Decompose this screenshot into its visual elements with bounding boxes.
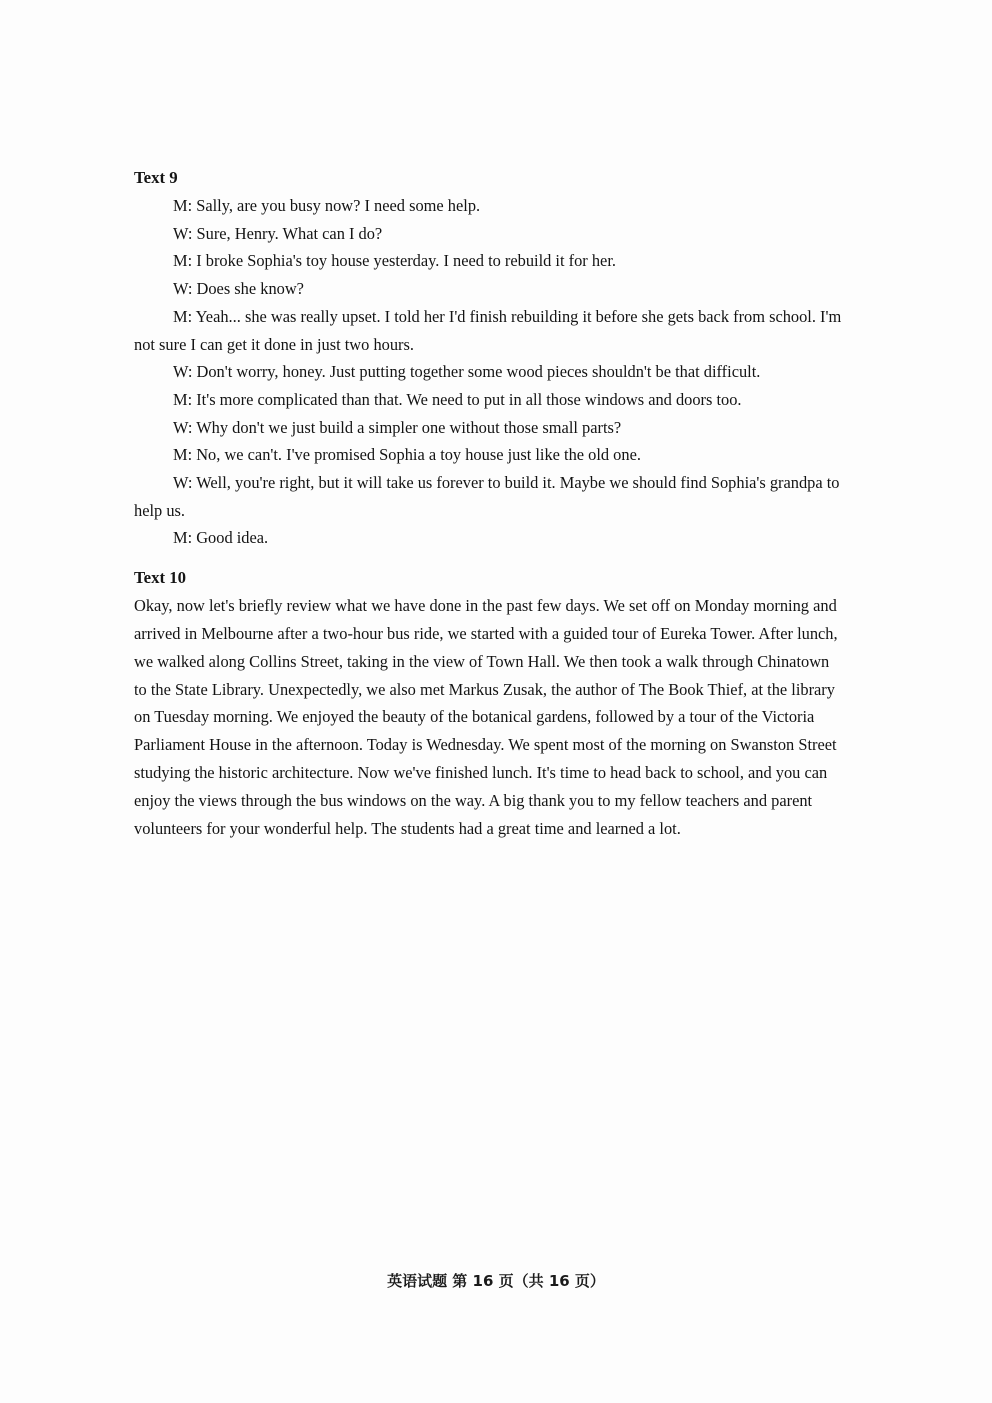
dialogue-line: W: Sure, Henry. What can I do?: [173, 223, 383, 243]
dialogue-line: W: Don't worry, honey. Just putting together some wood pieces shouldn't be that difficult.: [173, 362, 761, 382]
dialogue-line: W: Does she know?: [173, 279, 304, 299]
page-footer: 英语试题 第 16 页（共 16 页）: [387, 1272, 605, 1290]
section-spacer: [134, 552, 846, 564]
dialogue-line: M: Good idea.: [173, 528, 269, 548]
dialogue-line: M: I broke Sophia's toy house yesterday. I need to rebuild it for her.: [173, 251, 616, 271]
dialogue-line: M: Yeah... she was really upset. I told her I'd finish rebuilding it before she gets back from school. I'm not sure I can get it done in just two hours.: [134, 306, 842, 354]
text-10-heading: Text 10: [134, 568, 187, 588]
page-content: [134, 164, 846, 842]
dialogue-line: M: Sally, are you busy now? I need some help.: [173, 196, 481, 215]
monologue-paragraph: Okay, now let's briefly review what we have done in the past few days. We set off on Monday morning and arrived in Melbourne after a two-hour bus ride, we started with a guided tour of Eureka Tower. After lunch, we walked along Collins Street, taking in the view of Town Hall. We then took a walk through Chinatown to the State Library. Unexpectedly, we also met Markus Zusak, the author of The Book Thief, at the library on Tuesday morning. We enjoyed the beauty of the botanical gardens, followed by a tour of the Victoria Parliament House in the afternoon. Today is Wednesday. We spent most of the morning on Swanston Street studying the historic architecture. Now we've finished lunch. It's time to head back to school, and you can enjoy the views through the bus windows on the way. A big thank you to my fellow teachers and parent volunteers for your wonderful help. The students had a great time and learned a lot.: [134, 596, 838, 838]
dialogue-line: M: It's more complicated than that. We need to put in all those windows and doors too.: [173, 389, 742, 409]
text-9-heading: Text 9: [134, 168, 178, 187]
dialogue-line: M: No, we can't. I've promised Sophia a toy house just like the old one.: [173, 445, 641, 465]
dialogue-line: W: Well, you're right, but it will take us forever to build it. Maybe we should find Sophia's grandpa to help us.: [134, 473, 840, 520]
dialogue-line: W: Why don't we just build a simpler one without those small parts?: [173, 417, 622, 437]
